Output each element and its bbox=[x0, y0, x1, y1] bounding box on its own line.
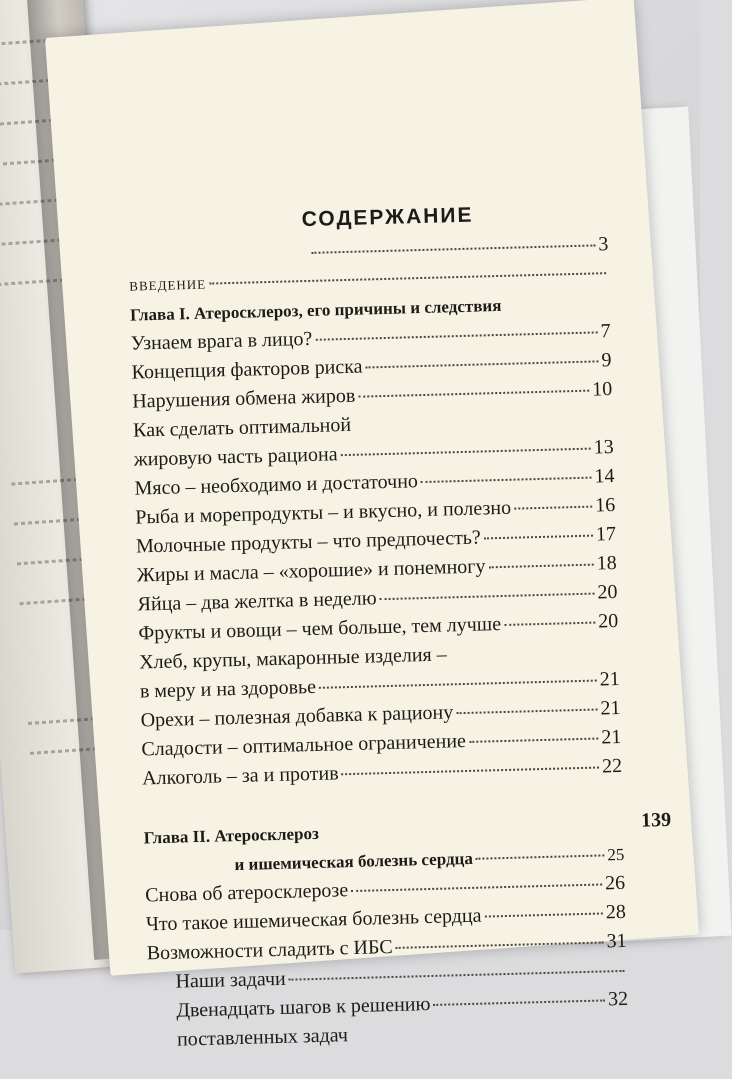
toc-entry-label: Рыба и морепродукты – и вкусно, и полезно bbox=[135, 496, 512, 529]
leader-dots bbox=[315, 331, 597, 340]
toc-entry-label: Алкоголь – за и против bbox=[141, 762, 339, 790]
toc-entry-page: 20 bbox=[597, 580, 618, 604]
toc-entry-page: 7 bbox=[600, 320, 611, 343]
page-number: 139 bbox=[640, 808, 672, 832]
toc-entry-label: Глава I. Атеросклероз, его причины и следствия bbox=[129, 295, 502, 325]
toc-entry-page: 25 bbox=[607, 844, 625, 865]
toc-entry-label: Возможности сладить с ИБС bbox=[146, 935, 393, 965]
leader-dots bbox=[342, 767, 599, 776]
leader-dots bbox=[366, 360, 599, 368]
leader-dots bbox=[484, 535, 593, 540]
toc-entry-page: 28 bbox=[605, 900, 627, 924]
toc-entry-page: 21 bbox=[600, 725, 622, 749]
toc-entry-label: Как сделать оптимальной bbox=[132, 413, 352, 442]
leader-dots bbox=[319, 680, 597, 689]
toc bbox=[127, 200, 629, 1055]
leader-dots bbox=[504, 622, 595, 626]
leader-dots bbox=[209, 272, 606, 284]
toc-entry-label: Сладости – оптимальное ограничение bbox=[141, 730, 467, 761]
leader-dots bbox=[469, 738, 598, 743]
toc-title: СОДЕРЖАНИЕ bbox=[301, 203, 474, 232]
leader-dots bbox=[311, 244, 595, 253]
toc-chapter-line1: Глава II. Атеросклероз bbox=[143, 823, 320, 848]
toc-entry-label: Яйца – два желтка в неделю bbox=[137, 587, 377, 616]
leader-dots bbox=[289, 970, 625, 981]
toc-entry-page: 13 bbox=[593, 436, 614, 459]
toc-entry-page: 20 bbox=[597, 609, 619, 633]
book-page bbox=[45, 0, 699, 1051]
toc-entry-label: поставленных задач bbox=[176, 1024, 349, 1051]
toc-entry-label: Нарушения обмена жиров bbox=[132, 384, 356, 413]
toc-entry-label: Что такое ишемическая болезнь сердца bbox=[145, 904, 482, 936]
toc-entry-label: Молочные продукты – что предпочесть? bbox=[135, 526, 482, 558]
leader-dots bbox=[514, 506, 592, 510]
toc-entry-page: 14 bbox=[594, 465, 615, 488]
leader-dots bbox=[358, 390, 589, 398]
toc-entry-page: 22 bbox=[601, 754, 623, 778]
toc-entry-label: ВВЕДЕНИЕ bbox=[129, 276, 207, 294]
leader-dots bbox=[484, 912, 602, 917]
toc-entry-label: Двенадцать шагов к решению bbox=[176, 993, 431, 1022]
toc-entry-label: Концепция факторов риска bbox=[131, 355, 363, 384]
leader-dots bbox=[488, 564, 593, 569]
toc-entry-page: 3 bbox=[598, 233, 609, 256]
toc-chapter-line2: и ишемическая болезнь сердца bbox=[234, 848, 474, 875]
toc-entry-page: 26 bbox=[604, 871, 626, 895]
leader-dots bbox=[351, 883, 602, 892]
leader-dots bbox=[433, 999, 605, 1005]
toc-entry-label: Снова об атеросклерозе bbox=[144, 879, 349, 907]
toc-entry-page: 31 bbox=[606, 929, 627, 953]
toc-entry-page: 21 bbox=[599, 667, 621, 691]
toc-entry-label: в меру и на здоровье bbox=[139, 675, 317, 703]
leader-dots bbox=[396, 941, 604, 948]
toc-entry-label: жировую часть рациона bbox=[133, 443, 338, 471]
toc-entry-label: Узнаем врага в лицо? bbox=[130, 327, 313, 355]
toc-entry-page: 18 bbox=[596, 551, 618, 575]
leader-dots bbox=[476, 854, 605, 859]
leader-dots bbox=[456, 709, 597, 715]
leader-dots bbox=[380, 593, 595, 601]
toc-entry-label: Орехи – полезная добавка к рациону bbox=[140, 701, 454, 732]
toc-entry-label: Жиры и масла – «хорошие» и понемногу bbox=[136, 555, 486, 587]
toc-entry-page: 16 bbox=[594, 494, 616, 517]
toc-entry-label: Мясо – необходимо и достаточно bbox=[134, 470, 419, 500]
leader-dots bbox=[421, 477, 592, 483]
leader-dots bbox=[341, 448, 591, 457]
toc-entry-label: Хлеб, крупы, макаронные изделия – bbox=[138, 643, 448, 674]
toc-entry-page: 21 bbox=[600, 696, 621, 720]
toc-entry-page: 9 bbox=[601, 349, 612, 372]
toc-entry-page: 17 bbox=[595, 523, 617, 546]
toc-entry-label: Фрукты и овощи – чем больше, тем лучше bbox=[138, 613, 502, 645]
toc-entry-page: 10 bbox=[591, 378, 613, 401]
toc-entry-page: 32 bbox=[607, 987, 629, 1011]
toc-entry-label: Наши задачи bbox=[175, 967, 287, 993]
